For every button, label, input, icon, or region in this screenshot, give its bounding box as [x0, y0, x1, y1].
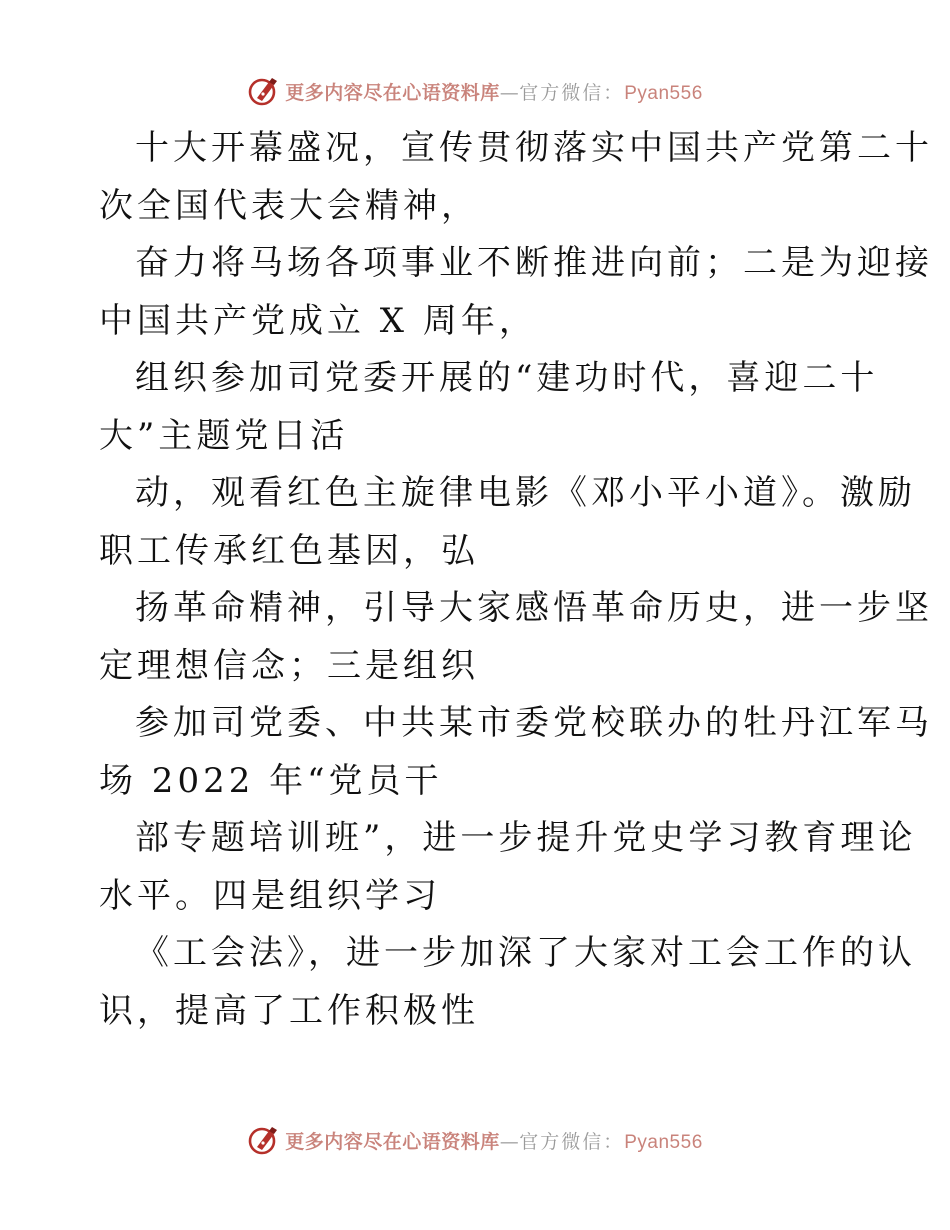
document-body	[99, 120, 933, 1040]
body-line: 扬革命精神，引导大家感悟革命历史，进一步坚	[135, 588, 933, 628]
body-line: 中国共产党成立 X 周年，	[99, 300, 537, 341]
body-line: 水平。四是组织学习	[99, 875, 441, 916]
watermark-group	[247, 1123, 703, 1157]
body-line: 定理想信念；三是组织	[99, 645, 479, 686]
footer-watermark	[0, 1122, 950, 1158]
body-line: 大”主题党日活	[99, 415, 349, 456]
watermark-account: Pyan556	[624, 82, 703, 104]
watermark-brand: 更多内容尽在心语资料库	[285, 81, 500, 104]
body-line: 识，提高了工作积极性	[99, 990, 479, 1031]
body-line: 职工传承红色基因，弘	[99, 530, 479, 571]
watermark-brand: 更多内容尽在心语资料库	[285, 1130, 500, 1153]
body-line: 《工会法》，进一步加深了大家对工会工作的认	[135, 933, 916, 973]
watermark-group	[247, 74, 703, 108]
watermark-text	[285, 1127, 703, 1154]
watermark-account: Pyan556	[624, 1131, 703, 1153]
watermark-official-label: 官方微信：	[519, 81, 625, 104]
watermark-dash: —	[499, 81, 520, 104]
watermark-text	[285, 78, 703, 105]
watermark-dash: —	[499, 1130, 520, 1153]
body-line: 十大开幕盛况，宣传贯彻落实中国共产党第二十	[135, 128, 933, 168]
watermark-official-label: 官方微信：	[519, 1130, 625, 1153]
pen-nib-circle-icon	[247, 1123, 281, 1157]
body-line: 组织参加司党委开展的“建功时代，喜迎二十	[135, 358, 879, 398]
body-line: 场 2022 年“党员干	[99, 760, 443, 801]
header-watermark	[0, 73, 950, 109]
body-line: 奋力将马场各项事业不断推进向前；二是为迎接	[135, 243, 933, 283]
body-line: 部专题培训班”，进一步提升党史学习教育理论	[135, 818, 917, 858]
body-line: 参加司党委、中共某市委党校联办的牡丹江军马	[135, 703, 933, 743]
pen-nib-circle-icon	[247, 74, 281, 108]
body-line: 动，观看红色主旋律电影《邓小平小道》。激励	[135, 473, 916, 513]
body-line: 次全国代表大会精神，	[99, 185, 479, 226]
